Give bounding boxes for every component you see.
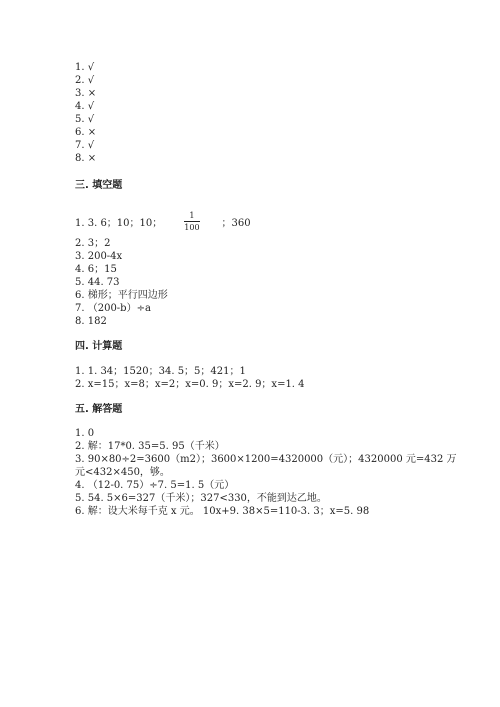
answer-line: 4. √ xyxy=(75,101,95,112)
answer-line: 3. 200-4x xyxy=(75,251,123,262)
answer-line: 6. 解：设大米每千克 x 元。 10x+9. 38×5=110-3. 3；x=5. 98 xyxy=(75,506,370,517)
section-4-answers xyxy=(75,365,435,391)
answer-line: 2. 3；2 xyxy=(75,238,111,249)
section-3-answers xyxy=(75,205,435,328)
fraction-denominator: 100 xyxy=(184,222,200,232)
answer-line-with-fraction xyxy=(75,205,435,237)
section-5-answers xyxy=(75,427,457,518)
answer-page xyxy=(75,61,457,518)
answer-line: 2. 解：17*0. 35=5. 95（千米） xyxy=(75,441,225,452)
answer-line: 7. （200-b）÷a xyxy=(75,303,151,314)
section-4-title: 四. 计算题 xyxy=(75,341,123,352)
answer-line: 8. × xyxy=(75,153,97,164)
fraction xyxy=(182,211,201,232)
answer-line: 6. 梯形；平行四边形 xyxy=(75,290,168,301)
answer-line: 4. （12-0. 75）÷7. 5=1. 5（元） xyxy=(75,480,235,491)
answer-line: 4. 6；15 xyxy=(75,264,117,275)
fraction-bar xyxy=(184,221,200,222)
section-3-title: 三. 填空题 xyxy=(75,180,123,191)
answer-line: 3. 90×80÷2=3600（m2）；3600×1200=4320000（元）；4320000 元=432 万 xyxy=(75,454,457,465)
answer-line: 5. 54. 5×6=327（千米）；327<330，不能到达乙地。 xyxy=(75,493,327,504)
answer-line: 元<432×450，够。 xyxy=(75,467,170,478)
answer-line: 2. √ xyxy=(75,75,95,86)
answer-prefix: 1. 3. 6；10；10； xyxy=(75,217,163,229)
answer-line: 5. 44. 73 xyxy=(75,277,120,288)
answer-line: 5. √ xyxy=(75,114,95,125)
section-5-title: 五. 解答题 xyxy=(75,404,123,415)
answer-line: 3. × xyxy=(75,88,97,99)
section-2-answers xyxy=(75,61,435,165)
answer-line: 1. 0 xyxy=(75,428,95,439)
answer-line: 2. x=15；x=8；x=2；x=0. 9；x=2. 9；x=1. 4 xyxy=(75,379,305,390)
fraction-numerator: 1 xyxy=(189,210,195,220)
answer-line: 7. √ xyxy=(75,140,95,151)
answer-suffix: ；360 xyxy=(221,217,251,229)
answer-line: 1. 1. 34；1520；34. 5；5；421；1 xyxy=(75,366,246,377)
answer-line: 8. 182 xyxy=(75,316,107,327)
answer-line: 6. × xyxy=(75,127,97,138)
answer-line: 1. √ xyxy=(75,62,95,73)
